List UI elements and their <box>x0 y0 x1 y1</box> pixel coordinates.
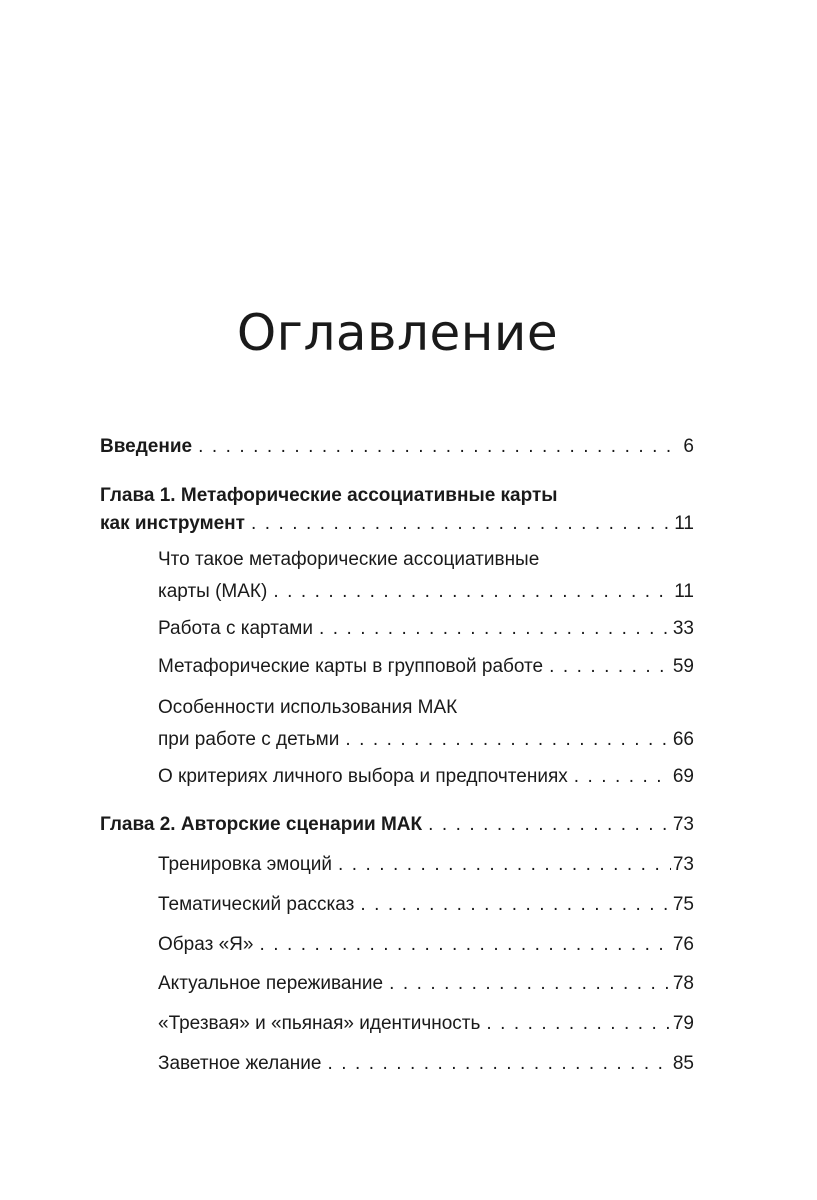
toc-entry-section[interactable] <box>158 653 694 681</box>
toc-entry-section[interactable] <box>158 851 694 879</box>
toc-entry-label: Метафорические карты в групповой работе <box>158 656 544 677</box>
toc-entry-label: Заветное желание <box>158 1053 322 1074</box>
leader-dots <box>543 653 671 681</box>
toc-entry-label: Тематический рассказ <box>158 894 355 915</box>
toc-entry-chapter-2[interactable] <box>100 811 694 839</box>
toc-entry-section[interactable] <box>158 694 694 754</box>
toc-page-number: 76 <box>672 934 694 955</box>
toc-page-number: 33 <box>672 618 694 639</box>
toc-page-number: 66 <box>672 729 694 750</box>
toc-page-number: 11 <box>674 513 694 534</box>
toc-entry-label: Введение <box>100 436 193 457</box>
toc-entry-label: Образ «Я» <box>158 934 254 955</box>
leader-dots <box>192 433 681 461</box>
toc-entry-label: «Трезвая» и «пьяная» идентичность <box>158 1013 481 1034</box>
leader-dots <box>332 851 671 879</box>
toc-entry-label: О критериях личного выбора и предпочтениях <box>158 766 568 787</box>
toc-entry-section[interactable] <box>158 931 694 959</box>
toc-page-number: 6 <box>683 436 694 457</box>
leader-dots <box>354 891 671 919</box>
leader-dots <box>339 726 671 754</box>
toc-entry-section[interactable] <box>158 970 694 998</box>
toc-page-number: 73 <box>672 814 694 835</box>
toc-entry-section[interactable] <box>158 546 694 606</box>
leader-dots <box>267 578 672 606</box>
toc-page-number: 85 <box>672 1053 694 1074</box>
toc-entry-label: Что такое метафорические ассоциативные <box>158 549 540 570</box>
toc-entry-section[interactable] <box>158 1010 694 1038</box>
toc-entry-label: Глава 2. Авторские сценарии МАК <box>100 814 423 835</box>
toc-page-number: 78 <box>672 973 694 994</box>
toc-page-number: 75 <box>672 894 694 915</box>
leader-dots <box>313 615 671 643</box>
toc-entry-section[interactable] <box>158 891 694 919</box>
leader-dots <box>480 1010 670 1038</box>
toc-entry-label: Особенности использования МАК <box>158 697 458 718</box>
leader-dots <box>321 1050 670 1078</box>
toc-entry-label: Работа с картами <box>158 618 313 639</box>
toc-page-number: 79 <box>672 1013 694 1034</box>
leader-dots <box>253 931 670 959</box>
toc-entry-intro[interactable] <box>100 433 694 461</box>
toc-entry-label-cont: карты (МАК) <box>158 581 268 602</box>
toc-page-number: 73 <box>672 854 694 875</box>
toc-entry-label: Тренировка эмоций <box>158 854 333 875</box>
leader-dots <box>568 763 671 791</box>
page-title: Оглавление <box>236 303 559 362</box>
leader-dots <box>422 811 671 839</box>
toc-entry-section[interactable] <box>158 615 694 643</box>
toc-entry-label-cont: как инструмент <box>100 513 245 534</box>
leader-dots <box>245 510 672 538</box>
toc-entry-section[interactable] <box>158 1050 694 1078</box>
toc-entry-chapter-1[interactable] <box>100 482 694 538</box>
toc-page-number: 59 <box>672 656 694 677</box>
toc-entry-label: Актуальное переживание <box>158 973 384 994</box>
toc-page-number: 69 <box>672 766 694 787</box>
toc-entry-section[interactable] <box>158 763 694 791</box>
toc-page-number: 11 <box>674 581 694 602</box>
leader-dots <box>383 970 671 998</box>
toc-entry-label: Глава 1. Метафорические ассоциативные карты <box>100 485 558 506</box>
toc-entry-label-cont: при работе с детьми <box>158 729 340 750</box>
